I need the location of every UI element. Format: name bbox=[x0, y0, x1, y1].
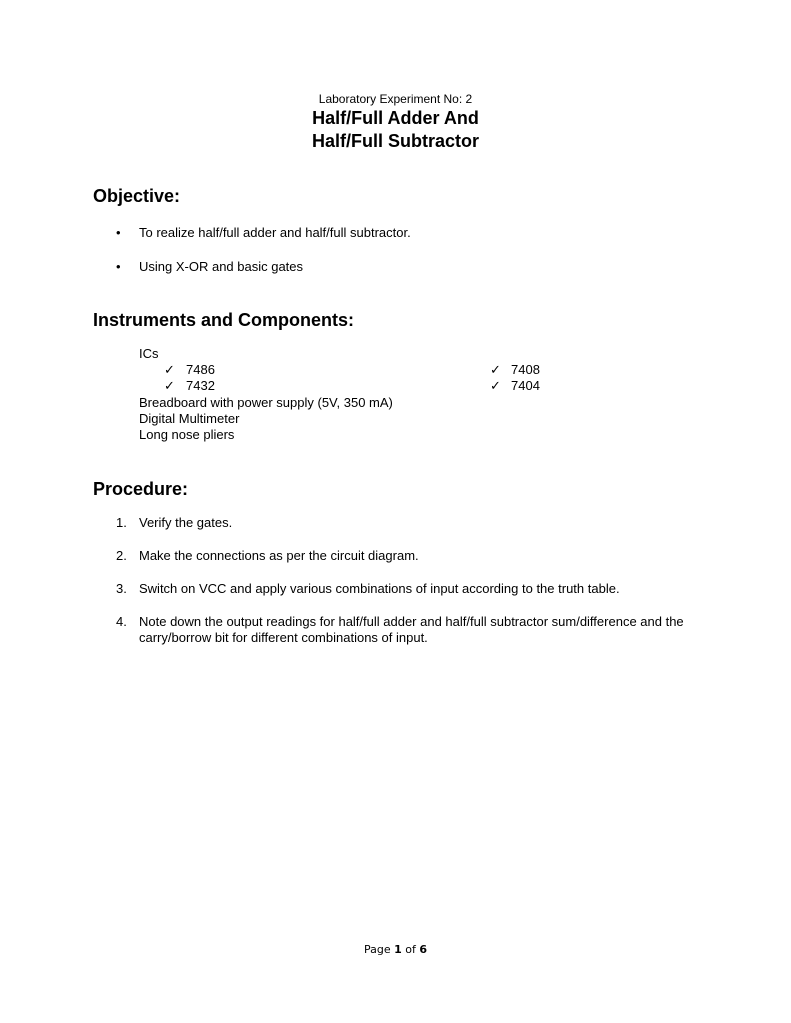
step-number: 2. bbox=[116, 548, 127, 563]
bullet-icon: • bbox=[116, 225, 121, 240]
step-number: 4. bbox=[116, 614, 127, 629]
ic-item: 7432 bbox=[186, 378, 215, 393]
check-icon: ✓ bbox=[490, 362, 501, 377]
objective-item-1: To realize half/full adder and half/full subtractor. bbox=[139, 225, 411, 240]
component-item: Breadboard with power supply (5V, 350 mA) bbox=[139, 395, 393, 410]
objective-heading: Objective: bbox=[93, 186, 181, 206]
procedure-step: Make the connections as per the circuit diagram. bbox=[139, 548, 419, 563]
ic-item: 7404 bbox=[511, 378, 540, 393]
check-icon: ✓ bbox=[164, 362, 175, 377]
procedure-step: Switch on VCC and apply various combinations of input according to the truth table. bbox=[139, 581, 620, 596]
procedure-step: Note down the output readings for half/full adder and half/full subtractor sum/difference and the carry/borrow bit for different combinations of input. bbox=[139, 614, 684, 645]
title-line-2: Half/Full Subtractor bbox=[311, 131, 479, 151]
of-word: of bbox=[405, 943, 416, 956]
bullet-icon: • bbox=[116, 259, 121, 274]
page-total: 6 bbox=[419, 943, 428, 956]
instruments-heading: Instruments and Components: bbox=[93, 310, 355, 330]
procedure-step: Verify the gates. bbox=[139, 515, 233, 530]
objective-item-2: Using X-OR and basic gates bbox=[139, 259, 304, 274]
page-word: Page bbox=[363, 943, 391, 956]
check-icon: ✓ bbox=[164, 378, 175, 393]
check-icon: ✓ bbox=[490, 378, 501, 393]
component-item: Long nose pliers bbox=[139, 427, 235, 442]
ic-item: 7486 bbox=[186, 362, 215, 377]
page-footer bbox=[0, 943, 791, 956]
ics-label: ICs bbox=[139, 346, 159, 361]
component-item: Digital Multimeter bbox=[139, 411, 240, 426]
step-number: 3. bbox=[116, 581, 127, 596]
experiment-number: Laboratory Experiment No: 2 bbox=[318, 92, 473, 106]
ic-item: 7408 bbox=[511, 362, 540, 377]
title-line-1: Half/Full Adder And bbox=[312, 108, 479, 128]
procedure-heading: Procedure: bbox=[93, 479, 189, 499]
step-number: 1. bbox=[116, 515, 127, 530]
page-current: 1 bbox=[394, 943, 402, 956]
